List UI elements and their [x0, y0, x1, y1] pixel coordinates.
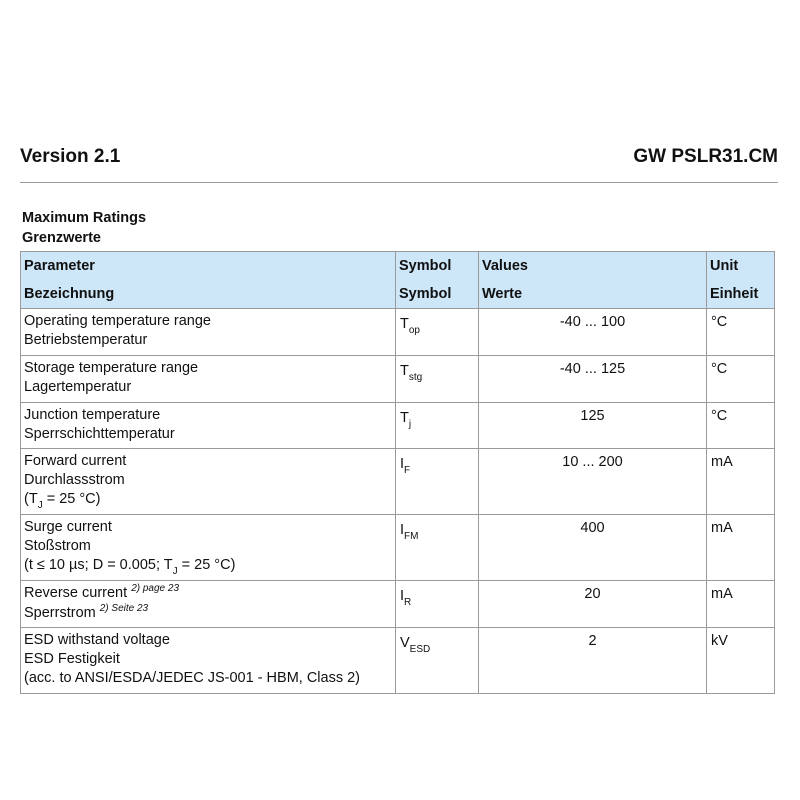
table-row — [21, 515, 775, 581]
section-title-de: Grenzwerte — [22, 230, 101, 246]
unit-cell: mA — [707, 581, 775, 628]
section-title-en: Maximum Ratings — [22, 210, 147, 226]
table-row — [21, 628, 775, 694]
table-row — [21, 403, 775, 449]
unit-cell: °C — [707, 356, 775, 403]
footnote-ref[interactable]: 2) Seite 23 — [99, 603, 149, 614]
value-cell: 10 ... 200 — [479, 449, 707, 515]
table-row — [21, 449, 775, 515]
value-cell: -40 ... 100 — [479, 309, 707, 356]
value-cell: 125 — [479, 403, 707, 449]
parameter-cell: ESD withstand voltage ESD Festigkeit (acc. to ANSI/ESDA/JEDEC JS-001 - HBM, Class 2) — [21, 628, 396, 694]
value-cell: 20 — [479, 581, 707, 628]
symbol-cell: $I_F$ — [396, 449, 479, 515]
header-symbol: Symbol Symbol — [396, 252, 479, 309]
parameter-cell: Reverse current $^{2) page 23}$ Sperrstrom $^{2) Seite 23}$ — [21, 581, 396, 628]
unit-cell: °C — [707, 403, 775, 449]
value-cell: 2 — [479, 628, 707, 694]
table-row — [21, 581, 775, 628]
parameter-cell: Storage temperature range Lagertemperatur — [21, 356, 396, 403]
document-id: GW PSLR31.CM — [633, 146, 778, 167]
value-cell: 400 — [479, 515, 707, 581]
parameter-cell: Junction temperature Sperrschichttemperatur — [21, 403, 396, 449]
header-unit: Unit Einheit — [707, 252, 775, 309]
parameter-cell: Surge current Stoßstrom (t ≤ 10 µs; D = 0.005; $T_J = 25$ °C) — [21, 515, 396, 581]
unit-cell: kV — [707, 628, 775, 694]
symbol-cell: $T_{stg}$ — [396, 356, 479, 403]
section-title — [22, 208, 146, 248]
header-values: Values Werte — [479, 252, 707, 309]
parameter-cell: Operating temperature range Betriebstemperatur — [21, 309, 396, 356]
symbol-cell: $T_j$ — [396, 403, 479, 449]
symbol-cell: $V_{ESD}$ — [396, 628, 479, 694]
unit-cell: °C — [707, 309, 775, 356]
symbol-cell: $I_R$ — [396, 581, 479, 628]
value-cell: -40 ... 125 — [479, 356, 707, 403]
page-header — [20, 140, 778, 180]
table-row — [21, 356, 775, 403]
symbol-cell: $T_{op}$ — [396, 309, 479, 356]
table-header-row — [21, 252, 775, 309]
unit-cell: mA — [707, 515, 775, 581]
header-divider — [20, 182, 778, 183]
unit-cell: mA — [707, 449, 775, 515]
footnote-ref[interactable]: 2) page 23 — [131, 583, 180, 594]
table-row — [21, 309, 775, 356]
header-parameter: Parameter Bezeichnung — [21, 252, 396, 309]
maximum-ratings-table — [20, 251, 775, 694]
document-version: Version 2.1 — [20, 146, 121, 167]
symbol-cell: $I_{FM}$ — [396, 515, 479, 581]
parameter-cell: Forward current Durchlassstrom ($T_J = 25$ °C) — [21, 449, 396, 515]
